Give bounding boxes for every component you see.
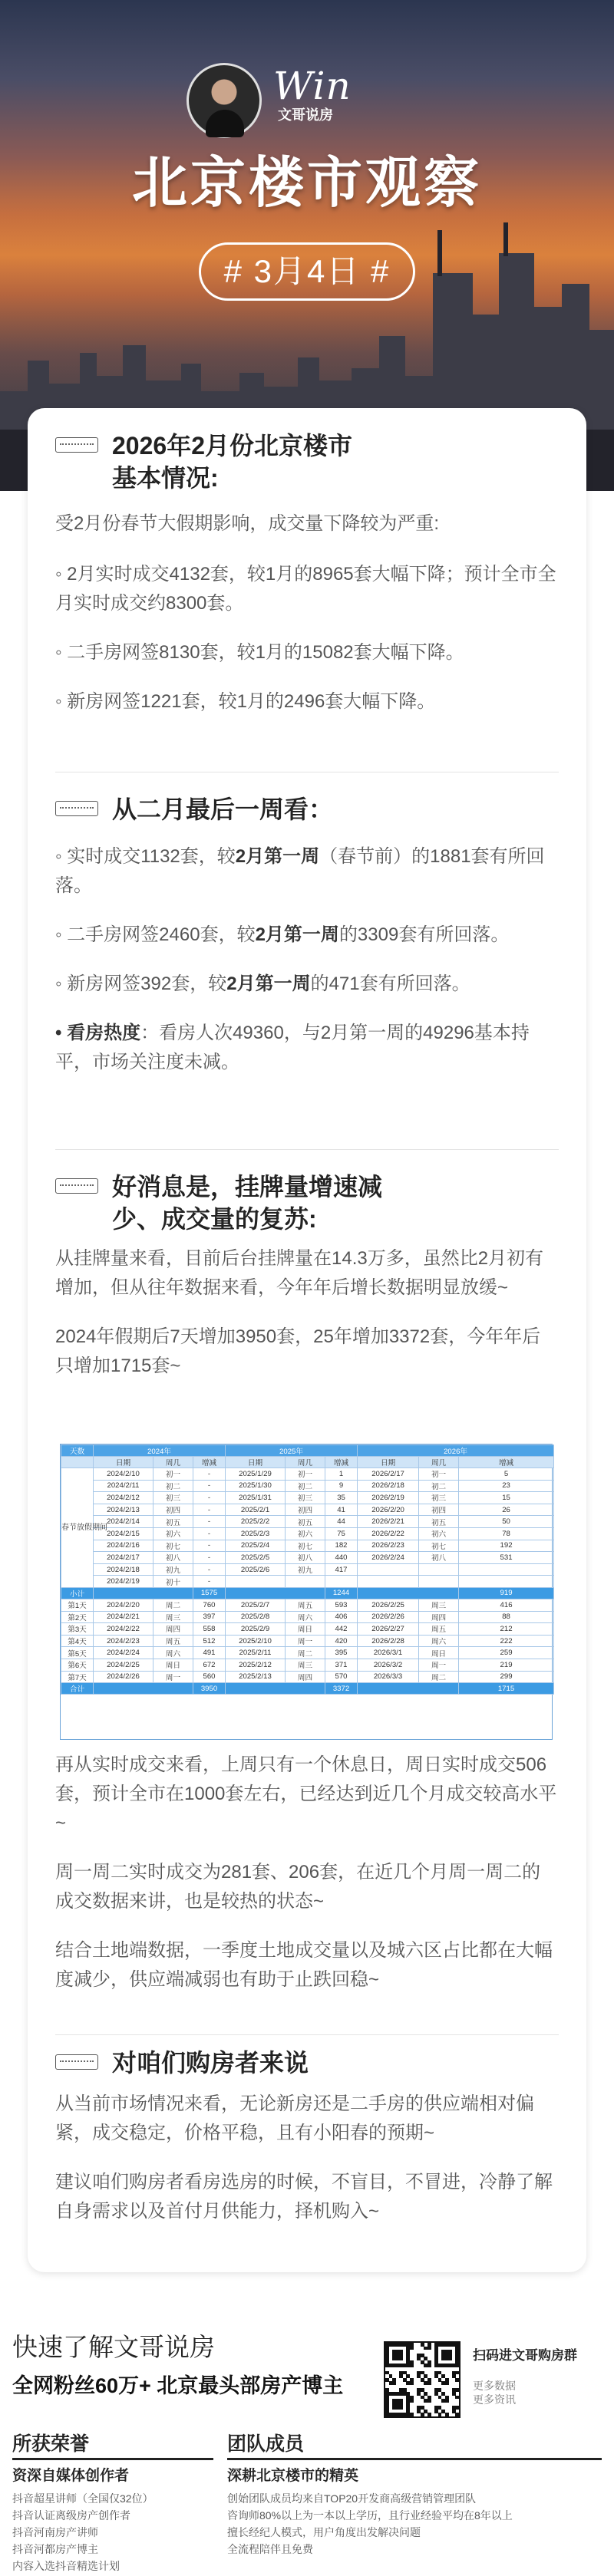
- table-cell: 299: [459, 1671, 554, 1683]
- table-cell: [459, 1563, 554, 1576]
- table-cell: 周六: [419, 1635, 459, 1647]
- table-cell: 531: [459, 1552, 554, 1564]
- honors-subheading: 资深自媒体创作者: [12, 2468, 130, 2484]
- table-cell: 初二: [286, 1480, 325, 1492]
- table-cell: -: [193, 1492, 226, 1504]
- table-cell: 2026/2/18: [358, 1480, 419, 1492]
- table-cell: 2025/2/12: [226, 1659, 286, 1671]
- table-cell: 初七: [419, 1540, 459, 1552]
- table-cell: [358, 1683, 459, 1695]
- table-cell: 初八: [286, 1552, 325, 1564]
- table-cell: [358, 1576, 419, 1588]
- table-cell: 2025/2/3: [226, 1527, 286, 1540]
- paragraph: 周一周二实时成交为281套、206套，在近几个月周一周二的成交数据来讲，也是较热的状态~: [55, 1862, 541, 1912]
- table-header: 增减: [325, 1457, 358, 1468]
- table-cell: 初六: [154, 1527, 193, 1540]
- team-item: 创始团队成员均来自TOP20开发商高级营销管理团队: [227, 2492, 477, 2505]
- table-cell: 初九: [154, 1563, 193, 1576]
- table-cell: 2025/2/2: [226, 1516, 286, 1528]
- table-cell: 2024/2/17: [94, 1552, 154, 1564]
- table-cell: 周一: [154, 1671, 193, 1683]
- section-last-week: [55, 793, 559, 1077]
- table-cell: [419, 1576, 459, 1588]
- table-cell: 2024/2/23: [94, 1635, 154, 1647]
- paragraph: ◦ 新房网签1221套，较1月的2496套大幅下降。: [55, 691, 436, 712]
- table-cell: 2026/2/28: [358, 1635, 419, 1647]
- table-cell: 周一: [419, 1659, 459, 1671]
- author-avatar: [187, 63, 262, 138]
- scan-label: 扫码进文哥购房群: [473, 2348, 577, 2363]
- table-cell: 周二: [286, 1647, 325, 1659]
- paragraph: ◦ 2月实时成交4132套，较1月的8965套大幅下降；预计全市全月实时成交约8300套。: [55, 564, 556, 614]
- table-cell: [419, 1563, 459, 1576]
- table-cell: 初七: [154, 1540, 193, 1552]
- table-cell: 2025/2/8: [226, 1611, 286, 1623]
- table-cell: 2026/2/20: [358, 1504, 419, 1516]
- table-cell: 小计: [61, 1587, 94, 1599]
- table-cell: 2026/2/26: [358, 1611, 419, 1623]
- table-header: 周几: [419, 1457, 459, 1468]
- table-cell: 50: [459, 1516, 554, 1528]
- table-cell: 2026/2/25: [358, 1599, 419, 1611]
- table-cell: 周四: [286, 1671, 325, 1683]
- table-cell: [226, 1587, 325, 1599]
- table-cell: [358, 1563, 419, 1576]
- section-tag-icon: [55, 801, 98, 816]
- table-header: 天数: [61, 1445, 94, 1457]
- table-cell: 初一: [286, 1468, 325, 1481]
- brand-logo: [273, 66, 352, 124]
- section-tag-icon: [55, 437, 98, 453]
- table-cell: 2026/2/19: [358, 1492, 419, 1504]
- divider: [55, 1149, 559, 1150]
- table-cell: 初六: [419, 1527, 459, 1540]
- table-cell: 78: [459, 1527, 554, 1540]
- listing-growth-table: [60, 1444, 553, 1740]
- paragraph: 再从实时成交来看，上周只有一个休息日，周日实时成交506套，预计全市在1000套左右，已经达到近几个月成交较高水平~: [55, 1754, 557, 1833]
- table-cell: 初二: [154, 1480, 193, 1492]
- table-cell: 2026/2/21: [358, 1516, 419, 1528]
- table-cell: 2026/3/2: [358, 1659, 419, 1671]
- table-cell: 周日: [419, 1647, 459, 1659]
- table-cell: 初三: [154, 1492, 193, 1504]
- table-cell: 420: [325, 1635, 358, 1647]
- table-cell: 672: [193, 1659, 226, 1671]
- table-cell: -: [193, 1468, 226, 1481]
- table-cell: 2026/2/27: [358, 1623, 419, 1636]
- section-title: 2026年2月份北京楼市: [112, 432, 352, 460]
- table-cell: [286, 1576, 325, 1588]
- table-cell: 2025/2/5: [226, 1552, 286, 1564]
- table-cell: 219: [459, 1659, 554, 1671]
- honor-item: 抖音认证离级房产创作者: [12, 2509, 130, 2522]
- table-cell: 41: [325, 1504, 358, 1516]
- table-cell: 35: [325, 1492, 358, 1504]
- table-cell: 周六: [286, 1611, 325, 1623]
- table-cell: 周六: [154, 1647, 193, 1659]
- more-data-label: 更多数据: [473, 2380, 516, 2392]
- divider: [227, 2458, 602, 2460]
- table-cell: -: [193, 1552, 226, 1564]
- table-cell: 第3天: [61, 1623, 94, 1636]
- team-item: 咨询师80%以上为一本以上学历，且行业经验平均在8年以上: [227, 2509, 513, 2522]
- divider: [12, 2458, 213, 2460]
- table-cell: 初一: [419, 1468, 459, 1481]
- table-cell: 初四: [419, 1504, 459, 1516]
- paragraph: ◦ 二手房网签8130套，较1月的15082套大幅下降。: [55, 642, 464, 663]
- table-cell: 397: [193, 1611, 226, 1623]
- table-cell: 371: [325, 1659, 358, 1671]
- table-cell: 2024/2/12: [94, 1492, 154, 1504]
- section-good-news-cont: [55, 1751, 559, 1995]
- honor-item: 内容入选抖音精选计划: [12, 2560, 120, 2572]
- table-cell: 2024/2/22: [94, 1623, 154, 1636]
- table-cell: 2024/2/16: [94, 1540, 154, 1552]
- table-cell: 第4天: [61, 1635, 94, 1647]
- table-row: [61, 1623, 554, 1636]
- table-cell: 第6天: [61, 1659, 94, 1671]
- table-cell: 初三: [419, 1492, 459, 1504]
- table-cell: 23: [459, 1480, 554, 1492]
- table-cell: 1244: [325, 1587, 358, 1599]
- table-row: [61, 1671, 554, 1683]
- table-header: [61, 1457, 94, 1468]
- table-row: [61, 1611, 554, 1623]
- table-cell: 初二: [419, 1480, 459, 1492]
- paragraph: ◦ 二手房网签2460套，较2月第一周的3309套有所回落。: [55, 924, 510, 945]
- table-cell: 初三: [286, 1492, 325, 1504]
- table-cell: 2024/2/13: [94, 1504, 154, 1516]
- table-header: 日期: [94, 1457, 154, 1468]
- paragraph: 受2月份春节大假期影响，成交量下降较为严重:: [55, 513, 440, 534]
- table-cell: 593: [325, 1599, 358, 1611]
- table-cell: 2026/2/22: [358, 1527, 419, 1540]
- table-header: 2024年: [94, 1445, 226, 1457]
- table-cell: [226, 1576, 286, 1588]
- table-cell: 442: [325, 1623, 358, 1636]
- table-cell: 1575: [193, 1587, 226, 1599]
- table-cell: 570: [325, 1671, 358, 1683]
- table-cell: 5: [459, 1468, 554, 1481]
- table-row: [61, 1683, 554, 1695]
- table-cell: 182: [325, 1540, 358, 1552]
- section-title: 从二月最后一周看：: [112, 796, 334, 823]
- table-cell: 2025/2/10: [226, 1635, 286, 1647]
- table-cell: -: [193, 1527, 226, 1540]
- footer: [0, 2324, 614, 2574]
- table-header: 2025年: [226, 1445, 358, 1457]
- table-row: [61, 1647, 554, 1659]
- table-cell: 初五: [419, 1516, 459, 1528]
- table-cell: 2024/2/18: [94, 1563, 154, 1576]
- table-row: [61, 1492, 554, 1504]
- table-cell: 2026/2/24: [358, 1552, 419, 1564]
- team-subheading: 深耕北京楼市的精英: [227, 2468, 359, 2484]
- table-row: [61, 1516, 554, 1528]
- table-cell: 初九: [286, 1563, 325, 1576]
- table-cell: 2026/2/23: [358, 1540, 419, 1552]
- paragraph: 从当前市场情况来看，无论新房还是二手房的供应端相对偏紧，成交稳定，价格平稳，且有小阳春的预期~: [55, 2093, 534, 2143]
- table-cell: 259: [459, 1647, 554, 1659]
- table-cell: 222: [459, 1635, 554, 1647]
- table-cell: 1715: [459, 1683, 554, 1695]
- table-cell: 2025/2/13: [226, 1671, 286, 1683]
- table-cell: 2024/2/19: [94, 1576, 154, 1588]
- table-cell: 周三: [286, 1659, 325, 1671]
- table-cell: 558: [193, 1623, 226, 1636]
- paragraph: 建议咱们购房者看房选房的时候，不盲目，不冒进，冷静了解自身需求以及首付月供能力，择机购入~: [55, 2172, 553, 2222]
- table-cell: -: [193, 1563, 226, 1576]
- table-cell: [226, 1683, 325, 1695]
- section-tag-icon: [55, 1178, 98, 1194]
- table-cell: 第2天: [61, 1611, 94, 1623]
- table-cell: 初七: [286, 1540, 325, 1552]
- table-cell: 初八: [419, 1552, 459, 1564]
- table-cell: 2024/2/15: [94, 1527, 154, 1540]
- table-row: [61, 1587, 554, 1599]
- table-cell: 初五: [286, 1516, 325, 1528]
- table-cell: 2025/2/4: [226, 1540, 286, 1552]
- table-cell: 44: [325, 1516, 358, 1528]
- table-cell: 第7天: [61, 1671, 94, 1683]
- table-cell: 2025/1/30: [226, 1480, 286, 1492]
- table-header: 增减: [459, 1457, 554, 1468]
- table-cell: 2026/3/3: [358, 1671, 419, 1683]
- table-cell: 周五: [286, 1599, 325, 1611]
- date-badge: # 3月4日 #: [199, 242, 415, 301]
- table-cell: 3372: [325, 1683, 358, 1695]
- table-header: 2026年: [358, 1445, 554, 1457]
- table-cell: 88: [459, 1611, 554, 1623]
- table-header: 增减: [193, 1457, 226, 1468]
- table-cell: 周四: [419, 1611, 459, 1623]
- footer-tagline: 全网粉丝60万+ 北京最头部房产博主: [12, 2374, 344, 2397]
- table-cell: 2025/2/1: [226, 1504, 286, 1516]
- table-cell: 192: [459, 1540, 554, 1552]
- footer-heading: 快速了解文哥说房: [12, 2333, 215, 2361]
- table-cell: 560: [193, 1671, 226, 1683]
- brand-name: 文哥说房: [278, 107, 333, 123]
- section-title: 好消息是，挂牌量增速减: [112, 1173, 383, 1201]
- table-cell: [94, 1587, 193, 1599]
- table-row: [61, 1468, 554, 1481]
- table-cell: [94, 1683, 193, 1695]
- team-heading: 团队成员: [227, 2433, 305, 2455]
- section-feb-overview: [55, 430, 559, 716]
- table-cell: 26: [459, 1504, 554, 1516]
- paragraph: 2024年假期后7天增加3950套，25年增加3372套，今年年后只增加1715套~: [55, 1326, 541, 1376]
- table-cell: 2025/2/6: [226, 1563, 286, 1576]
- table-row: [61, 1552, 554, 1564]
- table-row: [61, 1635, 554, 1647]
- table-cell: 15: [459, 1492, 554, 1504]
- team-item: 全流程陪伴且免费: [227, 2543, 313, 2555]
- paragraph: 结合土地端数据，一季度土地成交量以及城六区占比都在大幅度减少，供应端减弱也有助于止跌回稳~: [55, 1940, 553, 1990]
- table-cell: 初八: [154, 1552, 193, 1564]
- table-cell: [358, 1587, 459, 1599]
- table-cell: 9: [325, 1480, 358, 1492]
- table-cell: 919: [459, 1587, 554, 1599]
- table-cell: 2026/2/17: [358, 1468, 419, 1481]
- table-cell: 周三: [154, 1611, 193, 1623]
- table-row: [61, 1504, 554, 1516]
- table-cell: 406: [325, 1611, 358, 1623]
- table-cell: [459, 1576, 554, 1588]
- table-cell: 3950: [193, 1683, 226, 1695]
- table-row: [61, 1527, 554, 1540]
- table-cell: 416: [459, 1599, 554, 1611]
- table-cell: 周日: [286, 1623, 325, 1636]
- honor-item: 抖音超星讲师（全国仅32位）: [12, 2492, 154, 2505]
- paragraph: ◦ 新房网签392套，较2月第一周的471套有所回落。: [55, 973, 470, 994]
- table-cell: 2024/2/24: [94, 1647, 154, 1659]
- table-cell: -: [193, 1516, 226, 1528]
- page-title: 北京楼市观察: [131, 153, 482, 214]
- section-good-news: [55, 1171, 559, 1381]
- table-row: [61, 1576, 554, 1588]
- table-cell: 2024/2/11: [94, 1480, 154, 1492]
- table-cell: 2024/2/10: [94, 1468, 154, 1481]
- more-info-label: 更多资讯: [473, 2393, 516, 2406]
- table-cell: 周一: [286, 1635, 325, 1647]
- table-cell: 491: [193, 1647, 226, 1659]
- qr-code-icon[interactable]: [384, 2341, 460, 2418]
- table-cell: 2024/2/14: [94, 1516, 154, 1528]
- table-cell: 周四: [154, 1623, 193, 1636]
- table-cell: -: [193, 1480, 226, 1492]
- table-header: 周几: [154, 1457, 193, 1468]
- table-cell: 初十: [154, 1576, 193, 1588]
- section-buyers: [55, 2047, 559, 2226]
- table-row: [61, 1563, 554, 1576]
- table-cell: 2024/2/21: [94, 1611, 154, 1623]
- table-header: 周几: [286, 1457, 325, 1468]
- paragraph: • 看房热度：看房人次49360，与2月第一周的49296基本持平，市场关注度未减。: [55, 1023, 530, 1072]
- table-cell: 395: [325, 1647, 358, 1659]
- table-cell: 75: [325, 1527, 358, 1540]
- table-cell: 初五: [154, 1516, 193, 1528]
- table-cell: 初四: [286, 1504, 325, 1516]
- team-item: 擅长经纪人模式，用户角度出发解决问题: [227, 2526, 421, 2538]
- table-cell: -: [193, 1540, 226, 1552]
- table-cell: 第5天: [61, 1647, 94, 1659]
- table-cell: 初六: [286, 1527, 325, 1540]
- divider: [55, 2034, 559, 2035]
- table-row: [61, 1599, 554, 1611]
- paragraph: 从挂牌量来看，目前后台挂牌量在14.3万多，虽然比2月初有增加，但从往年数据来看，今年年后增长数据明显放缓~: [55, 1248, 544, 1298]
- table-row: [61, 1659, 554, 1671]
- table-cell: 第1天: [61, 1599, 94, 1611]
- table-cell: [325, 1576, 358, 1588]
- section-tag-icon: [55, 2054, 98, 2070]
- table-cell: 2025/2/7: [226, 1599, 286, 1611]
- table-header: 日期: [358, 1457, 419, 1468]
- table-cell: 周五: [419, 1623, 459, 1636]
- table-cell: 2025/1/29: [226, 1468, 286, 1481]
- table-row: [61, 1540, 554, 1552]
- table-cell: 周三: [419, 1599, 459, 1611]
- table-cell: 417: [325, 1563, 358, 1576]
- table-cell: 合计: [61, 1683, 94, 1695]
- table-header: 日期: [226, 1457, 286, 1468]
- table-cell: 初四: [154, 1504, 193, 1516]
- table-cell: 初一: [154, 1468, 193, 1481]
- table-cell: 周日: [154, 1659, 193, 1671]
- table-cell: 周五: [154, 1635, 193, 1647]
- table-cell: 周二: [419, 1671, 459, 1683]
- table-cell: 212: [459, 1623, 554, 1636]
- section-title: 对咱们购房者来说: [112, 2049, 309, 2077]
- honor-item: 抖音河南房产讲师: [12, 2526, 98, 2538]
- table-cell: 2025/2/11: [226, 1647, 286, 1659]
- table-cell: 2025/1/31: [226, 1492, 286, 1504]
- table-cell: 512: [193, 1635, 226, 1647]
- section-title: 基本情况:: [112, 464, 219, 492]
- brand-logo-text: Win: [273, 64, 352, 108]
- honors-heading: 所获荣誉: [12, 2433, 90, 2455]
- paragraph: ◦ 实时成交1132套，较2月第一周（春节前）的1881套有所回落。: [55, 846, 545, 896]
- table-cell: 1: [325, 1468, 358, 1481]
- table-cell: -: [193, 1504, 226, 1516]
- table-cell: 760: [193, 1599, 226, 1611]
- honor-item: 抖音河都房产博主: [12, 2543, 98, 2555]
- table-cell: 周二: [154, 1599, 193, 1611]
- table-cell: 2024/2/26: [94, 1671, 154, 1683]
- table-cell: 440: [325, 1552, 358, 1564]
- table-cell: -: [193, 1576, 226, 1588]
- table-cell: 2025/2/9: [226, 1623, 286, 1636]
- table-cell: 2024/2/25: [94, 1659, 154, 1671]
- section-title: 少、成交量的复苏:: [112, 1205, 317, 1233]
- table-row: [61, 1480, 554, 1492]
- table-cell: 2024/2/20: [94, 1599, 154, 1611]
- table-cell: 2026/3/1: [358, 1647, 419, 1659]
- table-group-label: 春节放假期间: [61, 1468, 94, 1588]
